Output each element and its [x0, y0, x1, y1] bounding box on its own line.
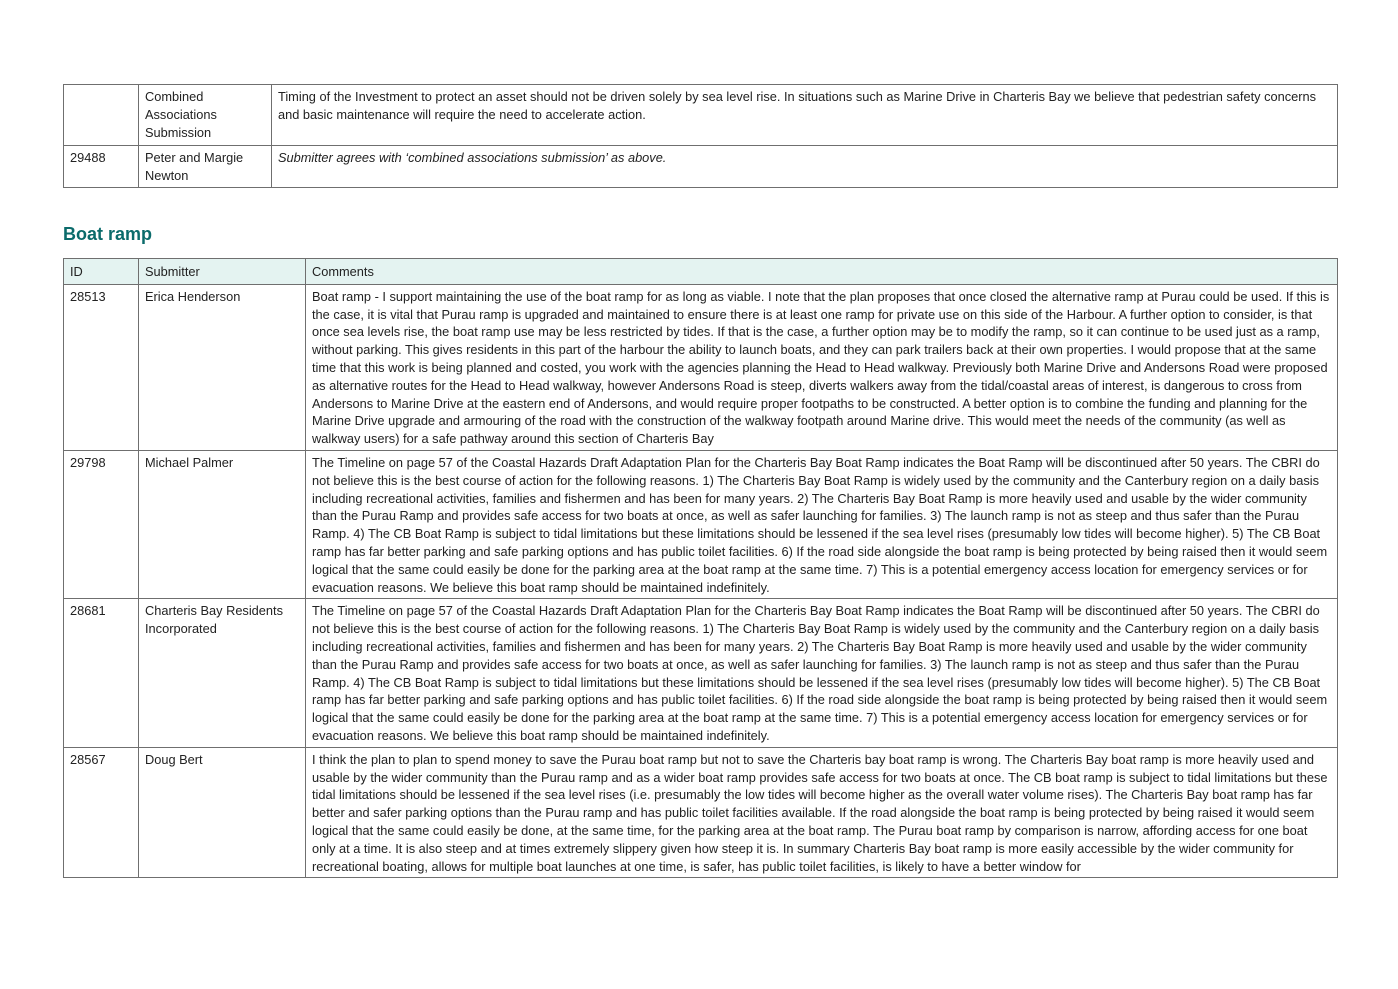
- table-row: [64, 599, 1338, 747]
- column-header-id: ID: [64, 259, 139, 285]
- id-cell: 29798: [64, 450, 139, 598]
- table-row: [64, 747, 1338, 878]
- boat-ramp-table: [63, 258, 1338, 878]
- submitter-cell: Charteris Bay Residents Incorporated: [139, 599, 306, 747]
- submitter-cell: Michael Palmer: [139, 450, 306, 598]
- id-cell: [64, 85, 139, 146]
- table-row: [64, 146, 1338, 188]
- table-row: [64, 450, 1338, 598]
- id-cell: 28681: [64, 599, 139, 747]
- comment-cell: Submitter agrees with ‘combined associations submission’ as above.: [272, 146, 1338, 188]
- id-cell: 28567: [64, 747, 139, 878]
- comment-cell: The Timeline on page 57 of the Coastal Hazards Draft Adaptation Plan for the Charteris Bay Boat Ramp indicates the Boat Ramp will be discontinued after 50 years. The CBRI do not believe this is the best course of action for the following reasons. 1) The Charteris Bay Boat Ramp is widely used by the community and the Canterbury region on a daily basis including recreational activities, families and fishermen and has been for many years. 2) The Charteris Bay Boat Ramp is more heavily used and usable by the wider community than the Purau Ramp and provides safe access for two boats at once, as well as safer launching for families. 3) The launch ramp is not as steep and thus safer than the Purau Ramp. 4) The CB Boat Ramp is subject to tidal limitations but these limitations should be lessened if the sea level rises (presumably low tides will become higher). 5) The CB Boat ramp has far better parking and safe parking options and has public toilet facilities. 6) If the road side alongside the boat ramp is being protected by being raised then it would seem logical that the same could easily be done for the parking area at the boat ramp at the same time. 7) This is a potential emergency access location for emergency services or for evacuation reasons. We believe this boat ramp should be maintained indefinitely.: [306, 599, 1338, 747]
- submitter-cell: Combined Associations Submission: [139, 85, 272, 146]
- comment-cell: Boat ramp - I support maintaining the use of the boat ramp for as long as viable. I note that the plan proposes that once closed the alternative ramp at Purau could be used. If this is the case, it is vital that Purau ramp is upgraded and maintained to ensure there is at least one ramp for private use on this side of the Harbour. A further option to consider, is that once sea levels rise, the boat ramp use may be less restricted by tides. If that is the case, a further option may be to modify the ramp, so it can continue to be used just as a ramp, without parking. This gives residents in this part of the harbour the ability to launch boats, and they can park trailers back at their own properties. I would propose that at the same time that this work is being planned and costed, you work with the agencies planning the Head to Head walkway. Previously both Marine Drive and Andersons Road were proposed as alternative routes for the Head to Head walkway, however Andersons Road is steep, diverts walkers away from the tidal/coastal areas of interest, is dangerous to cross from Andersons to Marine Drive at the eastern end of Andersons, and would require proper footpaths to be constructed. A better option is to combine the funding and planning for the Marine Drive upgrade and armouring of the road with the construction of the walkway footpath around Marine drive. This would meet the needs of the community (as well as walkway users) for a safe pathway around this section of Charteris Bay: [306, 284, 1338, 450]
- table-row: [64, 85, 1338, 146]
- comment-cell: I think the plan to plan to spend money to save the Purau boat ramp but not to save the Charteris bay boat ramp is wrong. The Charteris Bay boat ramp is more heavily used and usable by the wider community than the Purau ramp and as a wider boat ramp provides safe access for two boats at once. The CB boat ramp is subject to tidal limitations but these tidal limitations should be lessened if the sea level rises (i.e. presumably the low tides will become higher as the overall water volume rises). The Charteris Bay boat ramp has far better and safer parking options than the Purau ramp and has public toilet facilities available. If the road alongside the boat ramp is being protected by being raised it would seem logical that the same could easily be done, at the same time, for the parking area at the boat ramp. The Purau boat ramp by comparison is narrow, affording access for one boat only at a time. It is also steep and at times extremely slippery given how steep it is. In summary Charteris Bay boat ramp is more easily accessible by the wider community for recreational boating, allows for multiple boat launches at one time, is safer, has public toilet facilities, is likely to have a better window for: [306, 747, 1338, 878]
- submitter-cell: Erica Henderson: [139, 284, 306, 450]
- table-header-row: [64, 259, 1338, 285]
- column-header-comments: Comments: [306, 259, 1338, 285]
- submitter-cell: Peter and Margie Newton: [139, 146, 272, 188]
- comment-cell: Timing of the Investment to protect an asset should not be driven solely by sea level rise. In situations such as Marine Drive in Charteris Bay we believe that pedestrian safety concerns and basic maintenance will require the need to accelerate action.: [272, 85, 1338, 146]
- previous-section-table: [63, 84, 1338, 188]
- id-cell: 28513: [64, 284, 139, 450]
- comment-cell: The Timeline on page 57 of the Coastal Hazards Draft Adaptation Plan for the Charteris Bay Boat Ramp indicates the Boat Ramp will be discontinued after 50 years. The CBRI do not believe this is the best course of action for the following reasons. 1) The Charteris Bay Boat Ramp is widely used by the community and the Canterbury region on a daily basis including recreational activities, families and fishermen and has been for many years. 2) The Charteris Bay Boat Ramp is more heavily used and usable by the wider community than the Purau Ramp and provides safe access for two boats at once, as well as safer launching for families. 3) The launch ramp is not as steep and thus safer than the Purau Ramp. 4) The CB Boat Ramp is subject to tidal limitations but these limitations should be lessened if the sea level rises (presumably low tides will become higher). 5) The CB Boat ramp has far better parking and safe parking options and has public toilet facilities. 6) If the road side alongside the boat ramp is being protected by being raised then it would seem logical that the same could easily be done for the parking area at the boat ramp at the same time. 7) This is a potential emergency access location for emergency services or for evacuation reasons. We believe this boat ramp should be maintained indefinitely.: [306, 450, 1338, 598]
- submitter-cell: Doug Bert: [139, 747, 306, 878]
- column-header-submitter: Submitter: [139, 259, 306, 285]
- section-heading: Boat ramp: [63, 224, 153, 244]
- id-cell: 29488: [64, 146, 139, 188]
- table-row: [64, 284, 1338, 450]
